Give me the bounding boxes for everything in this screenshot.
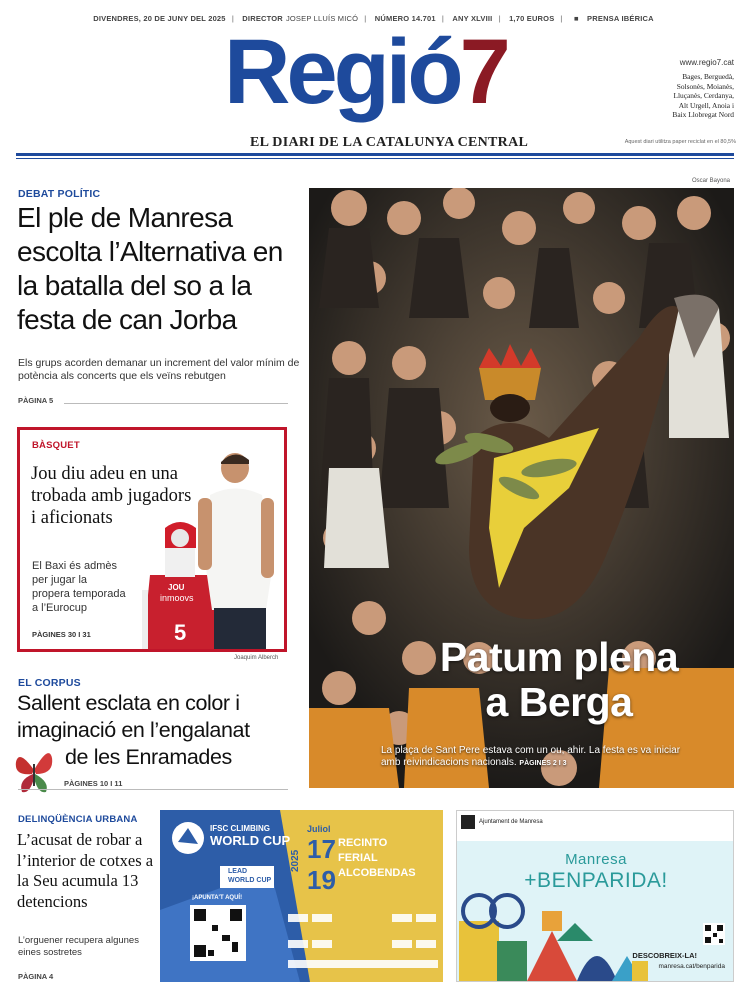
jersey-number: 5	[174, 620, 187, 645]
ad2-url[interactable]: manresa.cat/benparida	[658, 963, 725, 970]
ad1-venue-line: RECINTO	[338, 837, 388, 849]
tagline: EL DIARI DE LA CATALUNYA CENTRAL	[250, 135, 529, 150]
ad1-venue	[338, 836, 416, 881]
photo-credit: Joaquim Alberch	[234, 655, 279, 661]
ad1-venue-line: ALCOBENDAS	[338, 867, 416, 879]
region-line: Solsonès, Moianès,	[676, 81, 734, 91]
masthead-rule	[16, 153, 734, 156]
issue-price: 1,70 EUROS	[509, 14, 555, 23]
publisher-icon: ■	[574, 14, 582, 23]
story2-summary: El Baxi és admès per jugar la propera temporada a l’Eurocup	[32, 560, 126, 614]
story2-kicker: BÀSQUET	[32, 440, 80, 451]
divider	[18, 789, 288, 790]
issue-number: NÚMERO 14.701	[374, 14, 436, 23]
regions-list	[634, 72, 734, 120]
ad2-title2: +BENPARIDA!	[524, 869, 668, 892]
story3-headline-line2: de les Enramades	[65, 745, 232, 769]
ad2-sponsor: Ajuntament de Manresa	[479, 819, 543, 825]
story3-headline[interactable]	[17, 690, 297, 771]
main-story[interactable]	[309, 188, 734, 788]
story4-headline[interactable]: L’acusat de robar a l’interior de cotxes a la Seu acumula 13 detencions	[17, 830, 154, 911]
jersey-name: JOU	[168, 583, 185, 592]
main-photo-credit: Oscar Bayona	[692, 178, 731, 184]
recycled-paper-note: Aquest diari utilitza paper reciclat en el 80,5%	[624, 139, 736, 145]
top-info-bar: DIVENDRES, 20 DE JUNY DEL 2025 | DIRECTOR JOSEP LLUÍS MICÓ | NÚMERO 14.701 | ANY XLVIII | 1,70 EUROS | ■ PRENSA IBÉRICA	[0, 14, 750, 23]
story1-summary: Els grups acorden demanar un increment del valor mínim de potència als concerts que els veïns rebutgen	[18, 357, 300, 382]
main-page: PÀGINES 2 I 3	[519, 760, 567, 767]
story4-kicker: DELINQÜÈNCIA URBANA	[18, 814, 138, 825]
ad1-venue-line: FERIAL	[338, 852, 378, 864]
ad2-title1: Manresa	[565, 851, 627, 868]
masthead-logo[interactable]	[224, 21, 507, 123]
divider	[64, 403, 288, 404]
ad1-year: 2025	[290, 849, 301, 872]
story2-page: PÀGINES 30 I 31	[32, 630, 91, 639]
story4-page: PÀGINA 4	[18, 972, 54, 981]
story3-page: PÀGINES 10 I 11	[64, 779, 123, 788]
main-summary	[381, 745, 701, 770]
issue-year: ANY XLVIII	[452, 14, 493, 23]
story4-summary: L’orguener recupera algunes eines sostretes	[18, 935, 139, 958]
ad1-day1: 17	[307, 834, 336, 864]
ad1-badge: IFSC CLIMBING	[210, 824, 270, 833]
issue-date: DIVENDRES, 20 DE JUNY DEL 2025	[93, 14, 226, 23]
story1-page: PÀGINA 5	[18, 396, 54, 405]
story1-kicker: DEBAT POLÍTIC	[18, 188, 101, 200]
director-name: JOSEP LLUÍS MICÓ	[285, 14, 359, 23]
ad1-title: WORLD CUP	[210, 833, 291, 848]
ad1-subtitle2: WORLD CUP	[228, 877, 272, 884]
website-url[interactable]: www.regio7.cat	[679, 58, 734, 67]
ad2-cta[interactable]: DESCOBREIX-LA!	[632, 951, 697, 960]
climbing-ad[interactable]	[160, 810, 443, 982]
story1-headline[interactable]: El ple de Manresa escolta l’Alternativa en la batalla del so a la festa de can Jorba	[17, 202, 283, 335]
ad1-day2: 19	[307, 865, 336, 895]
main-headline[interactable]	[389, 635, 729, 725]
director-label: DIRECTOR	[242, 14, 283, 23]
story3-kicker: EL CORPUS	[18, 677, 81, 689]
story3-headline-line1: Sallent esclata en color i imaginació en l’engalanat	[17, 691, 250, 742]
main-headline-line1: Patum plena	[439, 634, 679, 680]
region-line: Baix Llobregat Nord	[672, 110, 734, 120]
masthead-rule-thin	[16, 158, 734, 159]
region-line: Alt Urgell, Anoia i	[678, 100, 734, 110]
ad1-subtitle: LEAD	[228, 868, 248, 875]
main-headline-line2: a Berga	[485, 679, 633, 725]
region-line: Bages, Berguedà,	[682, 72, 734, 81]
jersey-sponsor: inmoovs	[160, 593, 194, 603]
publisher-group: ■ PRENSA IBÉRICA	[574, 14, 654, 23]
manresa-ad[interactable]	[456, 810, 734, 982]
ad1-month: Juliol	[307, 824, 331, 834]
logo-number: 7	[459, 21, 507, 123]
basketball-box[interactable]	[17, 427, 287, 652]
ad1-cta: ¡APUNTA'T AQUÍ!	[192, 895, 243, 901]
main-summary-text: La plaça de Sant Pere estava com un ou, ahir. La festa es va iniciar amb reivindicacions nacionals.	[381, 745, 681, 768]
story2-headline[interactable]: Jou diu adeu en una trobada amb jugadors i aficionats	[31, 464, 192, 528]
region-line: Lluçanès, Cerdanya,	[673, 91, 734, 101]
logo-main: Regió	[224, 21, 460, 123]
